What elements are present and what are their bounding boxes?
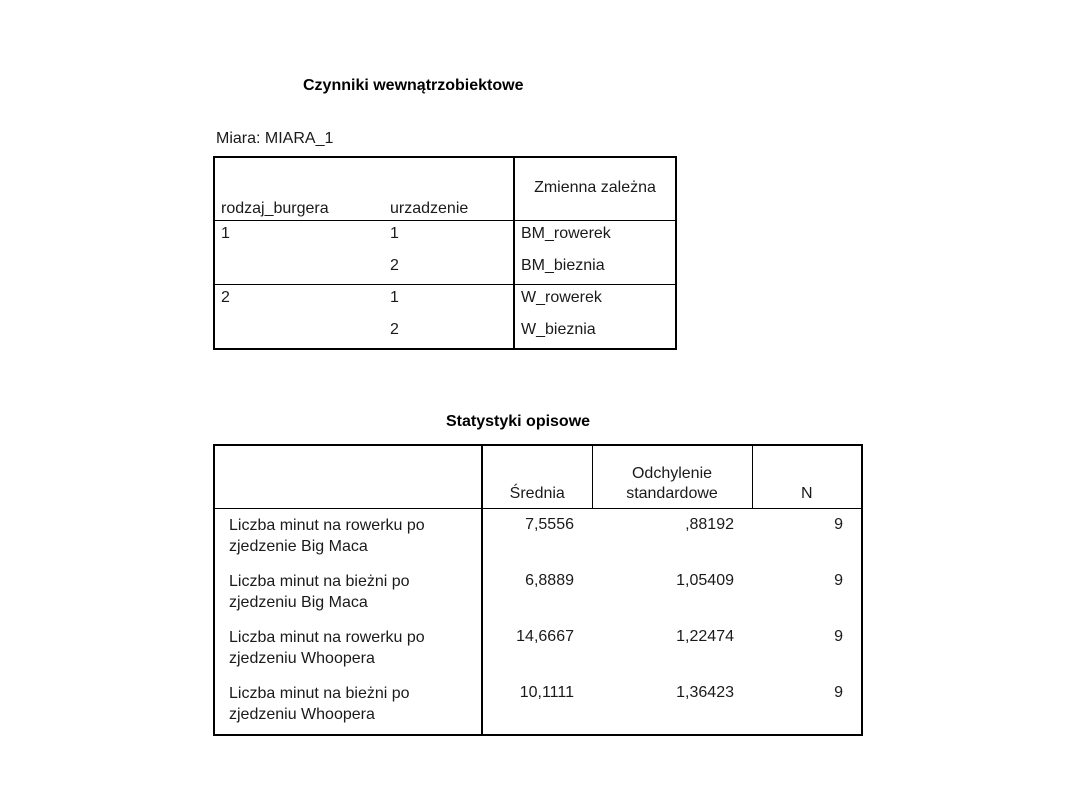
cell-mean: 10,1111	[482, 677, 592, 735]
table-header-row	[214, 157, 676, 221]
header-n: N	[752, 445, 862, 509]
table-row	[214, 221, 676, 253]
cell-burger	[214, 317, 384, 349]
cell-burger	[214, 253, 384, 285]
cell-device: 1	[384, 285, 514, 317]
cell-device: 2	[390, 320, 399, 338]
row-label: Liczba minut na rowerku po zjedzeniu Whoopera	[229, 628, 425, 667]
header-empty	[214, 445, 482, 509]
table-row	[214, 677, 862, 735]
cell-std-dev: 1,36423	[676, 683, 734, 701]
cell-n: 9	[834, 683, 843, 701]
header-device: urzadzenie	[384, 157, 514, 221]
cell-device: 2	[390, 256, 399, 274]
table-row	[214, 285, 676, 317]
header-std-dev: Odchylenie standardowe	[592, 445, 752, 509]
descriptive-stats-title: Statystyki opisowe	[446, 413, 591, 430]
row-label: Liczba minut na bieżni po zjedzeniu Whoopera	[229, 684, 410, 723]
header-burger-type: rodzaj_burgera	[214, 157, 384, 221]
header-dependent-variable: Zmienna zależna	[514, 157, 676, 221]
cell-n: 9	[834, 627, 843, 645]
header-mean: Średnia	[482, 445, 592, 509]
row-label: Liczba minut na rowerku po zjedzenie Big Maca	[229, 517, 425, 555]
table-row	[214, 621, 862, 677]
cell-std-dev: 1,22474	[676, 627, 734, 645]
cell-std-dev: ,88192	[685, 516, 734, 533]
cell-device: 1	[390, 225, 399, 242]
cell-variable: W_rowerek	[514, 285, 676, 317]
cell-variable: BM_rowerek	[514, 221, 676, 253]
cell-variable: BM_bieznia	[514, 253, 676, 285]
within-subjects-table	[213, 156, 677, 350]
cell-burger: 2	[214, 285, 384, 317]
cell-variable: W_bieznia	[514, 317, 676, 349]
table-row	[214, 509, 862, 565]
measure-label: Miara: MIARA_1	[216, 130, 334, 147]
cell-n: 9	[834, 571, 843, 589]
table-row	[214, 565, 862, 621]
cell-n: 9	[834, 516, 843, 533]
cell-std-dev: 1,05409	[676, 571, 734, 589]
cell-mean: 7,5556	[482, 509, 592, 565]
cell-mean: 6,8889	[482, 565, 592, 621]
descriptive-stats-table	[213, 444, 863, 736]
cell-burger: 1	[221, 225, 230, 242]
row-label: Liczba minut na bieżni po zjedzeniu Big Maca	[229, 572, 410, 611]
within-subjects-title: Czynniki wewnątrzobiektowe	[303, 77, 524, 94]
table-header-row	[214, 445, 862, 509]
cell-mean: 14,6667	[482, 621, 592, 677]
table-row	[214, 317, 676, 349]
table-row	[214, 253, 676, 285]
